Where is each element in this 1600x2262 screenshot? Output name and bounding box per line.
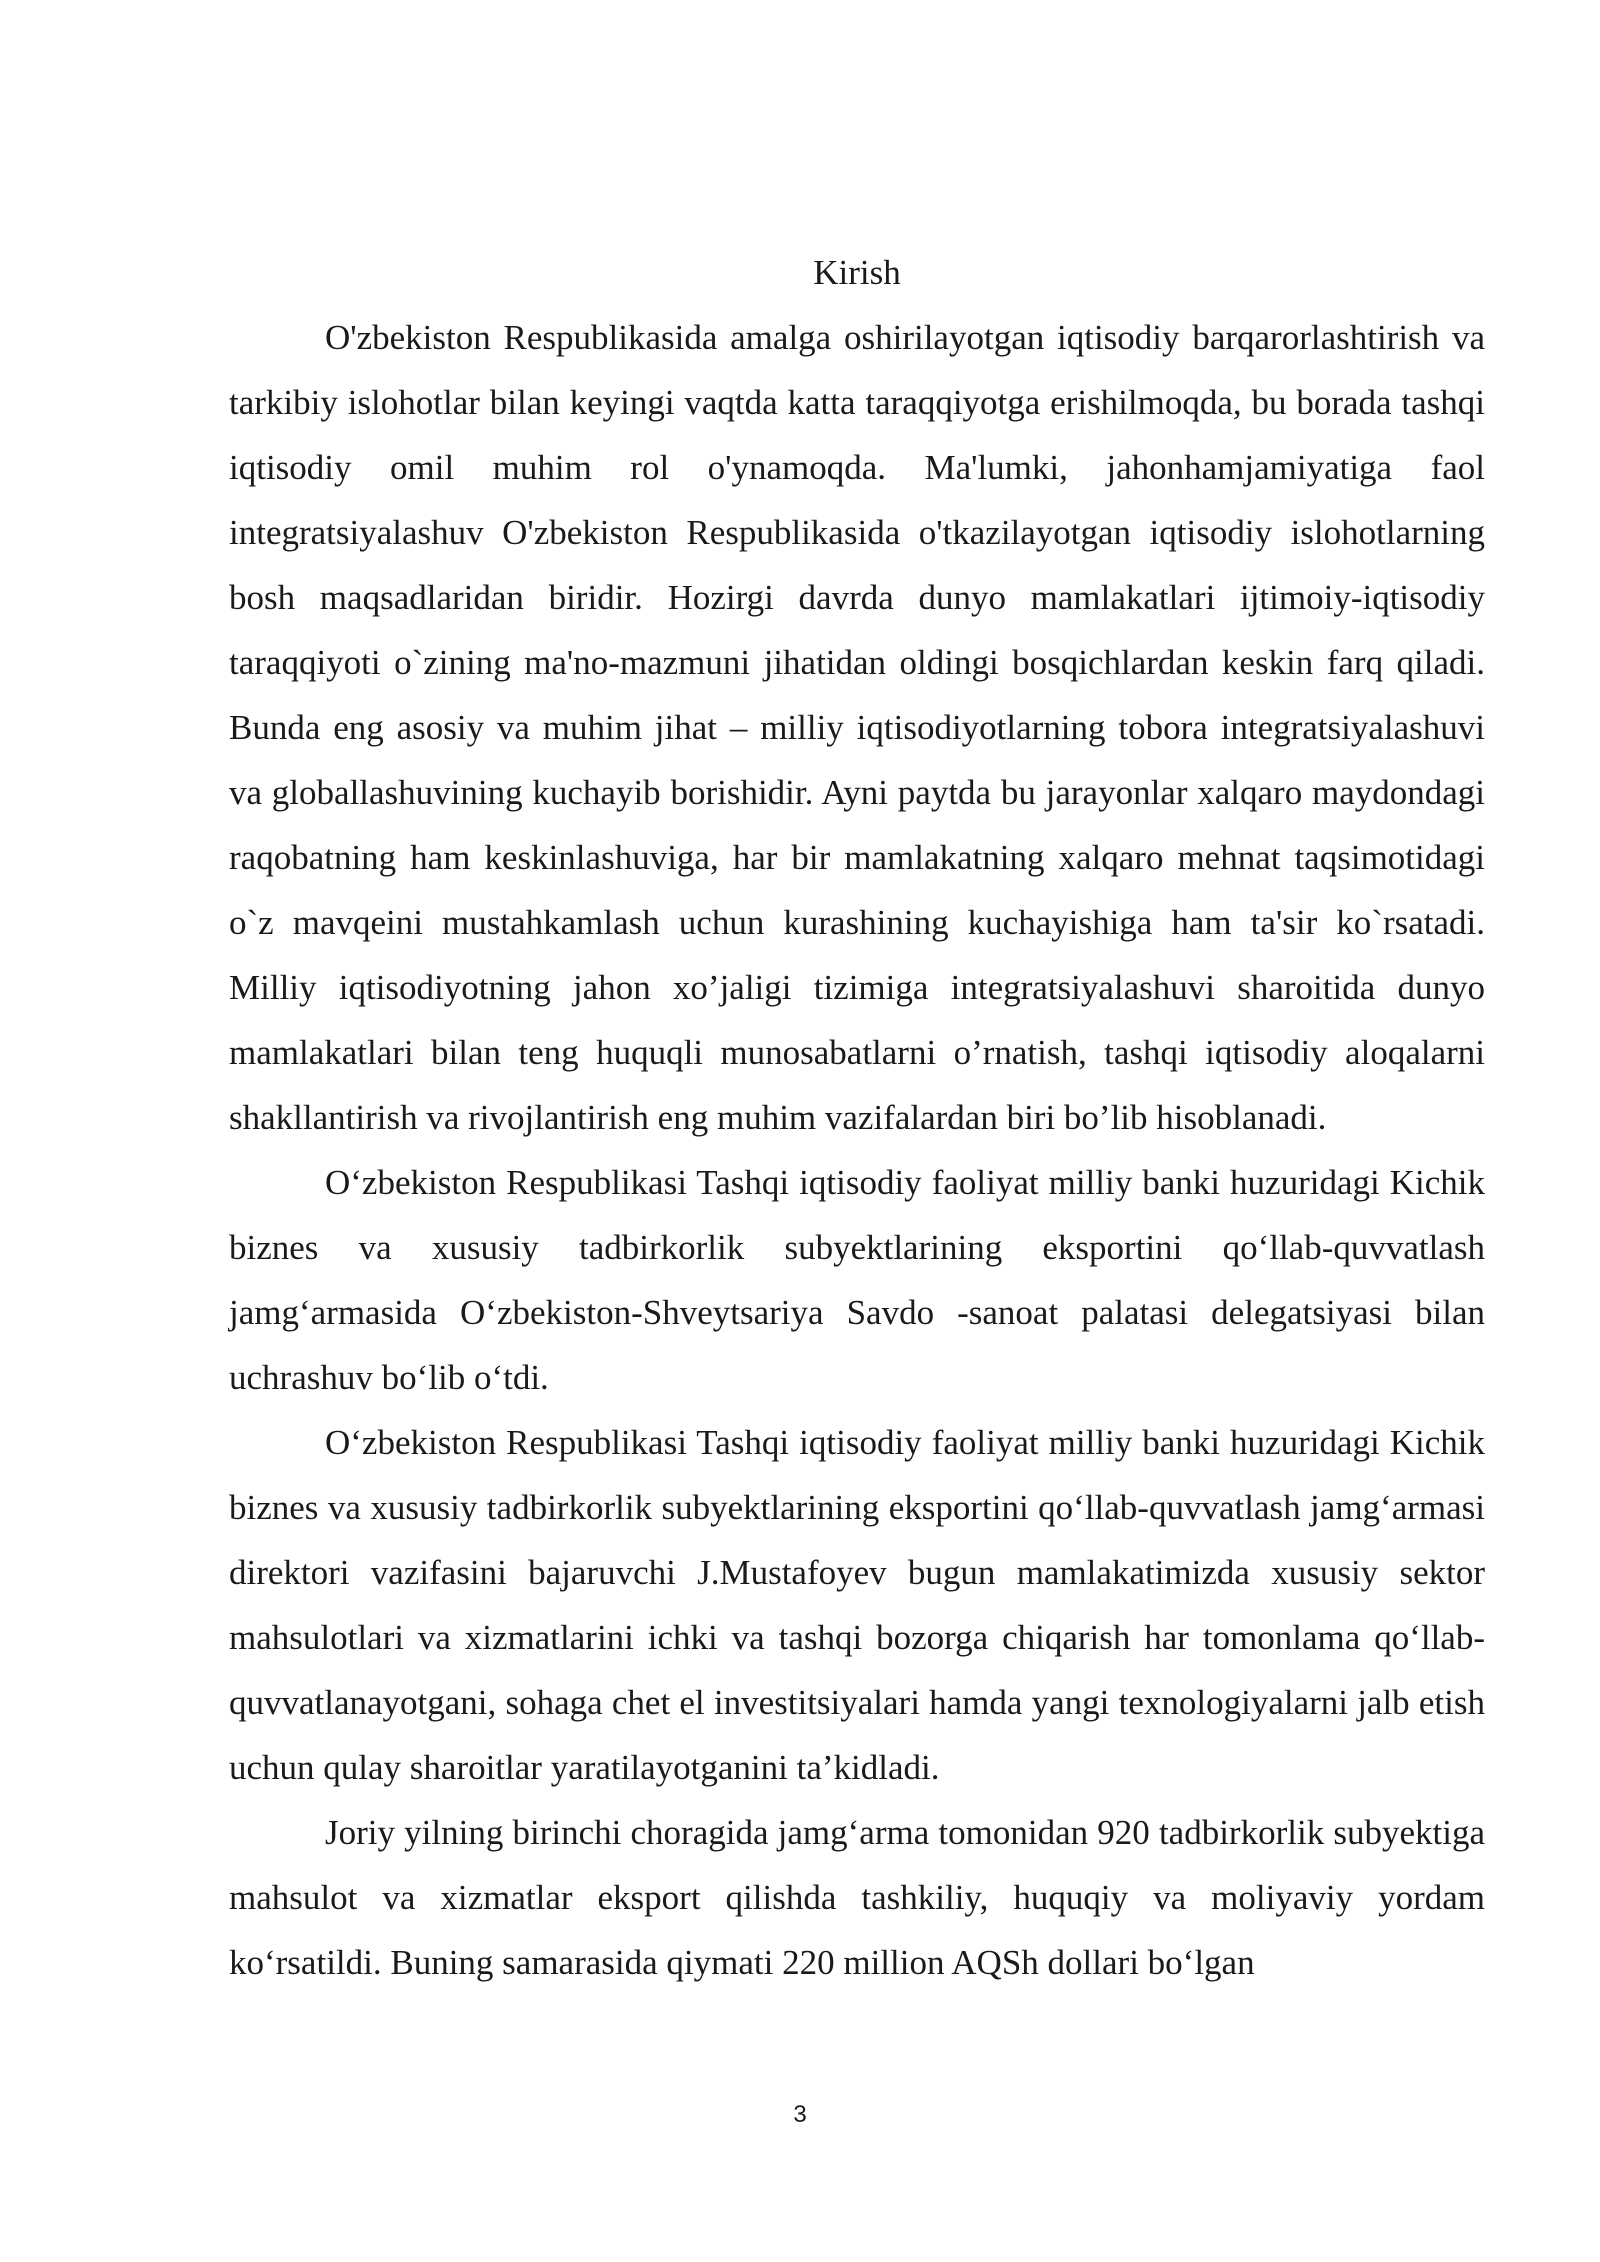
section-title: Kirish xyxy=(813,253,901,292)
page-content xyxy=(229,240,1485,1995)
paragraph-4: Joriy yilning birinchi choragida jamg‘arma tomonidan 920 tadbirkorlik subyektiga mahsulot va xizmatlar eksport qilishda tashkiliy, huquqiy va moliyaviy yordam ko‘rsatildi. Buning samarasida qiymati 220 million AQSh dollari bo‘lgan xyxy=(229,1813,1485,1982)
page-number: 3 xyxy=(793,2101,807,2128)
paragraph-1: O'zbekiston Respublikasida amalga oshirilayotgan iqtisodiy barqarorlashtirish va tarkibiy islohotlar bilan keyingi vaqtda katta taraqqiyotga erishilmoqda, bu borada tashqi iqtisodiy omil muhim rol o'ynamoqda. Ma'lumki, jahonhamjamiyatiga faol integratsiyalashuv O'zbekiston Respublikasida o'tkazilayotgan iqtisodiy islohotlarning bosh maqsadlaridan biridir. Hozirgi davrda dunyo mamlakatlari ijtimoiy-iqtisodiy taraqqiyoti o`zining ma'no-mazmuni jihatidan oldingi bosqichlardan keskin farq qiladi. Bunda eng asosiy va muhim jihat – milliy iqtisodiyotlarning tobora integratsiyalashuvi va globallashuvining kuchayib borishidir. Ayni paytda bu jarayonlar xalqaro maydondagi raqobatning ham keskinlashuviga, har bir mamlakatning xalqaro mehnat taqsimotidagi o`z mavqeini mustahkamlash uchun kurashining kuchayishiga ham ta'sir ko`rsatadi. Milliy iqtisodiyotning jahon xo’jaligi tizimiga integratsiyalashuvi sharoitida dunyo mamlakatlari bilan teng huquqli munosabatlarni o’rnatish, tashqi iqtisodiy aloqalarni shakllantirish va rivojlantirish eng muhim vazifalardan biri bo’lib hisoblanadi. xyxy=(229,318,1485,1137)
paragraph-3: O‘zbekiston Respublikasi Tashqi iqtisodiy faoliyat milliy banki huzuridagi Kichik biznes va xususiy tadbirkorlik subyektlarining eksportini qo‘llab-quvvatlash jamg‘armasi direktori vazifasini bajaruvchi J.Mustafoyev bugun mamlakatimizda xususiy sektor mahsulotlari va xizmatlarini ichki va tashqi bozorga chiqarish har tomonlama qo‘llab-quvvatlanayotgani, sohaga chet el investitsiyalari hamda yangi texnologiyalarni jalb etish uchun qulay sharoitlar yaratilayotganini ta’kidladi. xyxy=(229,1423,1485,1787)
paragraph-2: O‘zbekiston Respublikasi Tashqi iqtisodiy faoliyat milliy banki huzuridagi Kichik biznes va xususiy tadbirkorlik subyektlarining eksportini qo‘llab-quvvatlash jamg‘armasida O‘zbekiston-Shveytsariya Savdo -sanoat palatasi delegatsiyasi bilan uchrashuv bo‘lib o‘tdi. xyxy=(229,1163,1485,1397)
